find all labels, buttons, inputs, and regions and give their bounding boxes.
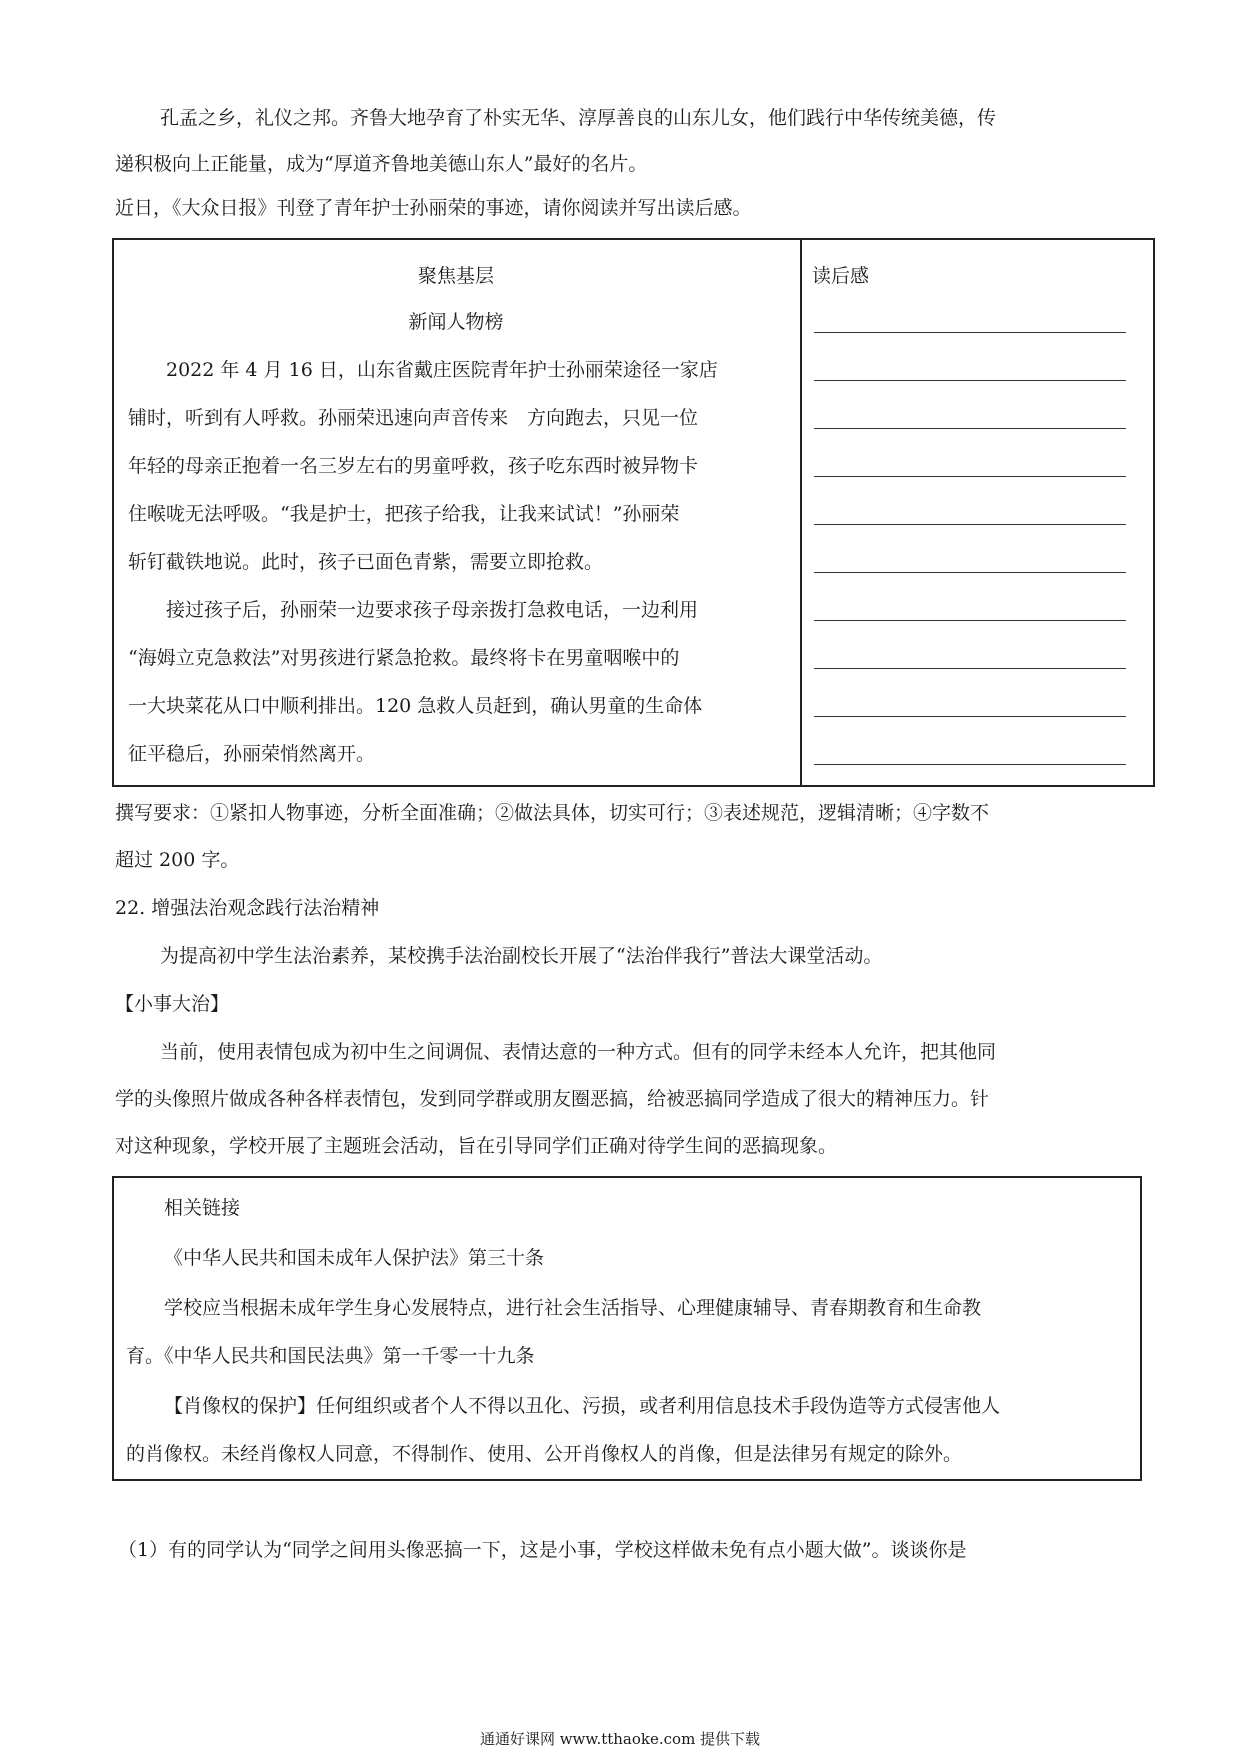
scenario-line-3: 对这种现象，学校开展了主题班会活动，旨在引导同学们正确对待学生间的恶搞现象。 xyxy=(115,1135,838,1157)
law-2-text-1: 【肖像权的保护】任何组织或者个人不得以丑化、污损，或者利用信息技术手段伪造等方式侵害他人 xyxy=(164,1395,1001,1417)
scenario-line-2: 学的头像照片做成各种各样表情包，发到同学群或朋友圈恶搞，给被恶搞同学造成了很大的精神压力。针 xyxy=(115,1088,990,1110)
news-line: 斩钉截铁地说。此时，孩子已面色青紫，需要立即抢救。 xyxy=(128,551,604,573)
answer-line xyxy=(814,668,1126,669)
answer-line xyxy=(814,524,1126,525)
answer-line xyxy=(814,332,1126,333)
news-line: 年轻的母亲正抱着一名三岁左右的男童呼救，孩子吃东西时被异物卡 xyxy=(128,455,699,477)
response-label: 读后感 xyxy=(812,265,870,287)
answer-line xyxy=(814,572,1126,573)
news-line: 铺时，听到有人呼救。孙丽荣迅速向声音传来 方向跑去，只见一位 xyxy=(128,407,699,429)
answer-line xyxy=(814,716,1126,717)
law-2-text-2: 的肖像权。未经肖像权人同意，不得制作、使用、公开肖像权人的肖像，但是法律另有规定的除外。 xyxy=(126,1443,963,1465)
requirements-line-1: 撰写要求：①紧扣人物事迹，分析全面准确；②做法具体，切实可行；③表述规范，逻辑清晰；④字数不 xyxy=(115,802,990,824)
news-line: 一大块菜花从口中顺利排出。120 急救人员赶到，确认男童的生命体 xyxy=(128,695,703,717)
answer-line xyxy=(814,380,1126,381)
question-22-heading: 22. 增强法治观念践行法治精神 xyxy=(115,897,380,919)
question-22-intro: 为提高初中学生法治素养，某校携手法治副校长开展了“法治伴我行”普法大课堂活动。 xyxy=(160,945,883,967)
intro-line-1: 孔孟之乡，礼仪之邦。齐鲁大地孕育了朴实无华、淳厚善良的山东儿女，他们践行中华传统美德，传 xyxy=(160,107,997,129)
section-title: 【小事大治】 xyxy=(115,993,230,1015)
answer-line xyxy=(814,476,1126,477)
news-subtitle: 新闻人物榜 xyxy=(408,311,504,333)
news-line: “海姆立克急救法”对男孩进行紧急抢救。最终将卡在男童咽喉中的 xyxy=(128,647,680,669)
intro-line-2: 递积极向上正能量，成为“厚道齐鲁地美德山东人”最好的名片。 xyxy=(115,153,648,175)
law-1-text-1: 学校应当根据未成年学生身心发展特点，进行社会生活指导、心理健康辅导、青春期教育和生命教 xyxy=(164,1297,982,1319)
answer-line xyxy=(814,428,1126,429)
answer-line xyxy=(814,764,1126,765)
answer-line xyxy=(814,620,1126,621)
news-line: 征平稳后，孙丽荣悄然离开。 xyxy=(128,743,376,765)
law-1-title: 《中华人民共和国未成年人保护法》第三十条 xyxy=(164,1247,545,1269)
news-line: 住喉咙无法呼吸。“我是护士，把孩子给我，让我来试试！”孙丽荣 xyxy=(128,503,680,525)
news-line: 接过孩子后，孙丽荣一边要求孩子母亲拨打急救电话，一边利用 xyxy=(166,599,699,621)
news-box-divider xyxy=(800,238,802,787)
footer-credit: 通通好课网 www.tthaoke.com 提供下载 xyxy=(479,1730,761,1748)
related-links-title: 相关链接 xyxy=(164,1197,241,1219)
news-line: 2022 年 4 月 16 日，山东省戴庄医院青年护士孙丽荣途径一家店 xyxy=(166,359,718,381)
scenario-line-1: 当前，使用表情包成为初中生之间调侃、表情达意的一种方式。但有的同学未经本人允许，把其他同 xyxy=(160,1041,997,1063)
question-1: （1）有的同学认为“同学之间用头像恶搞一下，这是小事，学校这样做未免有点小题大做”。谈谈你是 xyxy=(118,1539,967,1561)
news-title: 聚焦基层 xyxy=(417,265,494,287)
related-links-box xyxy=(112,1176,1142,1481)
intro-line-3: 近日，《大众日报》刊登了青年护士孙丽荣的事迹，请你阅读并写出读后感。 xyxy=(115,197,752,219)
requirements-line-2: 超过 200 字。 xyxy=(115,849,240,871)
law-1-text-2: 育。《中华人民共和国民法典》第一千零一十九条 xyxy=(126,1345,535,1367)
